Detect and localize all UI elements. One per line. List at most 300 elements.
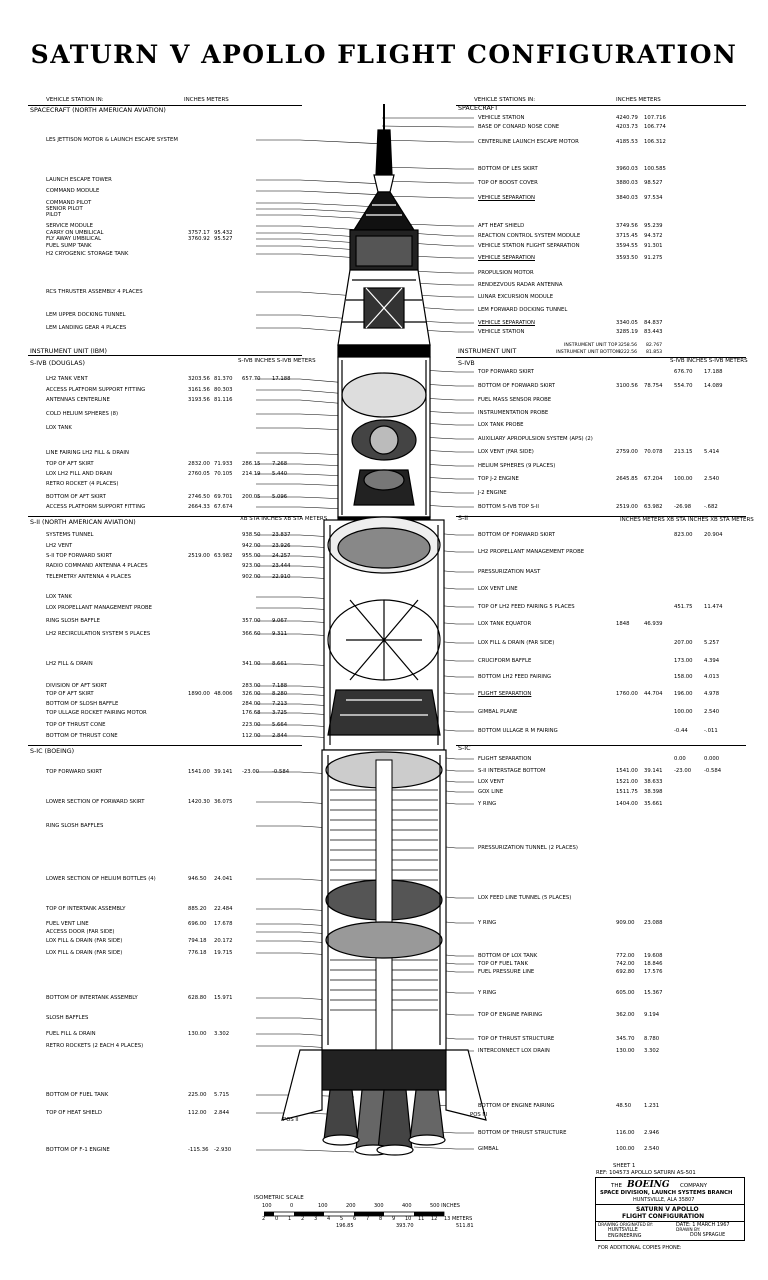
scale-tick-label: 8 bbox=[379, 1216, 383, 1222]
scale-tick-label: 511.81 bbox=[456, 1223, 474, 1229]
left-callout-value-b: 20.172 bbox=[214, 938, 233, 944]
right-callout-label: Y RING bbox=[478, 801, 497, 807]
scale-title: ISOMETRIC SCALE bbox=[254, 1195, 304, 1201]
right-callout-value-d: -.011 bbox=[704, 728, 718, 734]
left-callout-label: LOWER SECTION OF HELIUM BOTTLES (4) bbox=[46, 876, 156, 882]
left-callout-value-d: 5.664 bbox=[272, 722, 288, 728]
left-callout-value-b: 95.527 bbox=[214, 236, 233, 242]
right-callout-value-d: 4.013 bbox=[704, 674, 720, 680]
right-callout-label: FUEL MASS SENSOR PROBE bbox=[478, 397, 552, 403]
leader-line bbox=[300, 140, 386, 144]
left-callout-value-a: 2832.00 bbox=[188, 461, 210, 467]
right-callout-label: BOTTOM OF THRUST STRUCTURE bbox=[478, 1130, 567, 1136]
right-callout-value-c: 0.00 bbox=[674, 756, 686, 762]
left-callout-value-c: 902.00 bbox=[242, 574, 261, 580]
right-callout-label: VEHICLE STATION bbox=[478, 115, 525, 121]
left-callout-value-b: -2.930 bbox=[214, 1147, 232, 1153]
left-callout-label: COLD HELIUM SPHERES (8) bbox=[46, 411, 119, 417]
right-s4b-subheader: S-IVB INCHES S-IVB METERS bbox=[670, 358, 748, 364]
left-callout-value-a: 794.18 bbox=[188, 938, 207, 944]
left-section-s4b: S-IVB (DOUGLAS) bbox=[30, 360, 85, 367]
scale-tick-label: 100 bbox=[262, 1203, 272, 1209]
right-callout-value-a: 4185.53 bbox=[616, 139, 638, 145]
scale-tick-label: 2 bbox=[262, 1216, 266, 1222]
rocket-body bbox=[282, 104, 486, 1155]
left-callout-value-d: 23.837 bbox=[272, 532, 291, 538]
right-callout-label: LOX TANK PROBE bbox=[478, 422, 524, 428]
left-callout-label: RING SLOSH BAFFLES bbox=[46, 823, 104, 829]
right-callout-value-a: 3340.05 bbox=[616, 320, 638, 326]
drawn-by-value: DON SPRAGUE bbox=[690, 1233, 726, 1238]
left-callout-label: COMMAND MODULE bbox=[46, 188, 100, 194]
right-callout-label: BOTTOM LH2 FEED FAIRING bbox=[478, 674, 552, 680]
left-callout-label: LOX FILL & DRAIN (FAR SIDE) bbox=[46, 950, 123, 956]
scale-tick-label: 400 bbox=[402, 1203, 412, 1209]
right-callout-value-c: 823.00 bbox=[674, 532, 693, 538]
right-callout-value-b: 106.774 bbox=[644, 124, 666, 130]
left-callout-label: FUEL SUMP TANK bbox=[46, 243, 92, 249]
right-callout-value-b: 78.754 bbox=[644, 383, 663, 389]
left-callout-label: PILOT bbox=[46, 212, 61, 218]
division-name: SPACE DIVISION, LAUNCH SYSTEMS BRANCH bbox=[600, 1190, 733, 1196]
the-label: THE bbox=[611, 1183, 622, 1189]
left-callout-label: FUEL VENT LINE bbox=[46, 921, 89, 927]
right-callout-label: TOP OF ENGINE FAIRING bbox=[478, 1012, 543, 1018]
right-callout-value-d: -.682 bbox=[704, 504, 718, 510]
right-callout-label: AUXILIARY APROPULSION SYSTEM (APS) (2) bbox=[478, 436, 593, 442]
right-callout-value-c: 207.00 bbox=[674, 640, 693, 646]
left-callout-value-a: -115.36 bbox=[188, 1147, 209, 1153]
left-callout-value-c: 326.00 bbox=[242, 691, 261, 697]
right-callout-label: BOTTOM OF FORWARD SKIRT bbox=[478, 532, 556, 538]
left-callout-value-a: 1420.30 bbox=[188, 799, 210, 805]
right-callout-value-d: 4.978 bbox=[704, 691, 720, 697]
right-callout-label: Y RING bbox=[478, 920, 497, 926]
scale-tick-label: 12 bbox=[431, 1216, 438, 1222]
left-callout-label: TOP OF AFT SKIRT bbox=[46, 691, 94, 697]
right-callout-label: HELIUM SPHERES (9 PLACES) bbox=[478, 463, 556, 469]
right-callout-label: VEHICLE STATION bbox=[478, 329, 525, 335]
right-callout-value-b: 1.231 bbox=[644, 1103, 660, 1109]
right-callout-value-a: 1521.00 bbox=[616, 779, 638, 785]
left-callout-value-c: 284.00 bbox=[242, 701, 261, 707]
right-callout-label: S-II INTERSTAGE BOTTOM bbox=[478, 768, 546, 774]
left-callout-label: ACCESS PLATFORM SUPPORT FITTING bbox=[46, 387, 146, 393]
left-callout-value-d: 2.844 bbox=[272, 733, 288, 739]
right-callout-value-c: 676.70 bbox=[674, 369, 693, 375]
right-callout-value-c: -0.44 bbox=[674, 728, 688, 734]
left-s1c-rule bbox=[28, 745, 302, 746]
right-callout-value-a: 48.50 bbox=[616, 1103, 632, 1109]
right-callout-label: J-2 ENGINE bbox=[478, 490, 507, 496]
right-callout-value-a: 742.00 bbox=[616, 961, 635, 967]
left-header-rule bbox=[28, 105, 302, 106]
left-callout-label: RING SLOSH BAFFLE bbox=[46, 618, 100, 624]
right-callout-value-d: 0.000 bbox=[704, 756, 720, 762]
leader-line bbox=[385, 196, 456, 198]
right-callout-value-a: 1511.75 bbox=[616, 789, 638, 795]
right-callout-value-b: 100.585 bbox=[644, 166, 666, 172]
right-callout-label: LOX TANK EQUATOR bbox=[478, 621, 532, 627]
right-callout-label: FUEL PRESSURE LINE bbox=[478, 969, 535, 975]
right-callout-value-b: 97.534 bbox=[644, 195, 663, 201]
leader-line bbox=[382, 167, 456, 169]
right-callout-value-b: 19.608 bbox=[644, 953, 663, 959]
left-callout-value-a: 2664.33 bbox=[188, 504, 210, 510]
scale-tick-label: 4 bbox=[327, 1216, 331, 1222]
left-callout-label: RCS THRUSTER ASSEMBLY 4 PLACES bbox=[46, 289, 143, 295]
left-callout-label: ANTENNAS CENTERLINE bbox=[46, 397, 110, 403]
left-callout-label: RETRO ROCKETS (2 EACH 4 PLACES) bbox=[46, 1043, 144, 1049]
right-section-s4b: S-IVB bbox=[458, 360, 475, 367]
right-callout-label: TOP OF BOOST COVER bbox=[478, 180, 538, 186]
right-callout-label: LOX VENT bbox=[478, 779, 505, 785]
left-callout-value-b: 22.484 bbox=[214, 906, 233, 912]
left-callout-label: LH2 FILL & DRAIN bbox=[46, 661, 93, 667]
right-callout-label: LOX FILL & DRAIN (FAR SIDE) bbox=[478, 640, 555, 646]
left-callout-value-b: 48.006 bbox=[214, 691, 233, 697]
scale-tick-label: 7 bbox=[366, 1216, 370, 1222]
leader-line bbox=[300, 1150, 354, 1152]
right-callout-label: REACTION CONTROL SYSTEM MODULE bbox=[478, 233, 581, 239]
left-callout-label: TOP OF HEAT SHIELD bbox=[46, 1110, 102, 1116]
pos-iii-label: POS III bbox=[470, 1112, 488, 1118]
right-callout-value-c: 173.00 bbox=[674, 658, 693, 664]
right-callout-value-a: 345.70 bbox=[616, 1036, 635, 1042]
left-callout-label: FLY AWAY UMBILICAL bbox=[46, 236, 102, 242]
left-callout-label: LOX FILL & DRAIN (FAR SIDE) bbox=[46, 938, 123, 944]
left-callout-label: LOX PROPELLANT MANAGEMENT PROBE bbox=[46, 605, 152, 611]
left-callout-value-a: 885.20 bbox=[188, 906, 207, 912]
right-callout-value-a: 2759.00 bbox=[616, 449, 638, 455]
right-callout-value-a: 3594.55 bbox=[616, 243, 638, 249]
leader-line bbox=[382, 140, 456, 142]
left-callout-label: SERVICE MODULE bbox=[46, 223, 94, 229]
leader-line bbox=[300, 180, 386, 184]
left-callout-label: RETRO ROCKET (4 PLACES) bbox=[46, 481, 119, 487]
left-callout-label: LINE FAIRING LH2 FILL & DRAIN bbox=[46, 450, 129, 456]
right-callout-value-a: 130.00 bbox=[616, 1048, 635, 1054]
left-callout-label: LOX TANK bbox=[46, 594, 72, 600]
left-callout-value-d: 8.280 bbox=[272, 691, 288, 697]
right-callout-value-a: 1760.00 bbox=[616, 691, 638, 697]
left-callout-label: LH2 TANK VENT bbox=[46, 376, 88, 382]
left-callout-value-d: 8.661 bbox=[272, 661, 288, 667]
right-callout-value-b: 23.088 bbox=[644, 920, 663, 926]
left-callout-value-b: 5.715 bbox=[214, 1092, 230, 1098]
scale-tick-label: 3 bbox=[314, 1216, 318, 1222]
leader-line bbox=[300, 209, 376, 213]
left-callout-value-c: 341.00 bbox=[242, 661, 261, 667]
scale-tick-label: 13 METERS bbox=[444, 1216, 473, 1222]
left-callout-label: LOX TANK bbox=[46, 425, 72, 431]
right-callout-value-b: 9.194 bbox=[644, 1012, 660, 1018]
left-callout-value-c: 942.00 bbox=[242, 543, 261, 549]
left-iu-rule bbox=[28, 355, 302, 356]
left-callout-value-c: 286.15 bbox=[242, 461, 261, 467]
right-header-rule bbox=[456, 105, 746, 106]
left-callout-label: ACCESS DOOR (FAR SIDE) bbox=[46, 929, 115, 935]
right-callout-label: FLIGHT SEPARATION bbox=[478, 756, 532, 762]
right-callout-value-a: 3960.03 bbox=[616, 166, 638, 172]
left-callout-value-c: 200.05 bbox=[242, 494, 261, 500]
right-callout-value-a: 3880.03 bbox=[616, 180, 638, 186]
left-callout-value-b: 19.715 bbox=[214, 950, 233, 956]
right-callout-value-b: 63.982 bbox=[644, 504, 663, 510]
right-callout-label: Y RING bbox=[478, 990, 497, 996]
left-callout-value-d: 17.188 bbox=[272, 376, 291, 382]
right-callout-value-a: 116.00 bbox=[616, 1130, 635, 1136]
left-callout-value-d: 7.213 bbox=[272, 701, 288, 707]
right-callout-value-b: 70.078 bbox=[644, 449, 663, 455]
right-section-iu: INSTRUMENT UNIT bbox=[458, 348, 517, 355]
left-callout-label: LES JETTISON MOTOR & LAUNCH ESCAPE SYSTEM bbox=[46, 137, 178, 143]
right-callout-label: VEHICLE SEPARATION bbox=[478, 255, 535, 261]
right-callout-value-a: 3100.56 bbox=[616, 383, 638, 389]
right-callout-value-d: 2.540 bbox=[704, 476, 720, 482]
right-callout-value-b: 84.837 bbox=[644, 320, 663, 326]
right-callout-value-c: -26.98 bbox=[674, 504, 692, 510]
right-callout-label: INTERCONNECT LOX DRAIN bbox=[478, 1048, 550, 1054]
left-callout-label: LEM LANDING GEAR 4 PLACES bbox=[46, 325, 127, 331]
scale-tick-label: 100 bbox=[318, 1203, 328, 1209]
left-callout-value-c: 357.00 bbox=[242, 618, 261, 624]
left-callout-value-b: 39.141 bbox=[214, 769, 233, 775]
right-callout-value-d: 14.089 bbox=[704, 383, 723, 389]
right-callout-label: PROPULSION MOTOR bbox=[478, 270, 534, 276]
iu-top-meters: 82.767 bbox=[646, 343, 663, 348]
left-callout-label: FUEL FILL & DRAIN bbox=[46, 1031, 96, 1037]
right-callout-value-b: 8.780 bbox=[644, 1036, 660, 1042]
left-callout-label: TOP OF AFT SKIRT bbox=[46, 461, 94, 467]
right-callout-label: TOP OF FUEL TANK bbox=[478, 961, 528, 967]
right-callout-value-a: 100.00 bbox=[616, 1146, 635, 1152]
left-callout-value-d: 24.257 bbox=[272, 553, 291, 559]
right-callout-value-b: 39.141 bbox=[644, 768, 663, 774]
left-callout-label: DIVISION OF AFT SKIRT bbox=[46, 683, 107, 689]
right-callout-value-b: 35.661 bbox=[644, 801, 663, 807]
left-callout-value-d: 9.311 bbox=[272, 631, 288, 637]
right-callout-label: CRUCIFORM BAFFLE bbox=[478, 658, 532, 664]
right-callout-value-b: 3.302 bbox=[644, 1048, 660, 1054]
left-callout-value-b: 80.303 bbox=[214, 387, 233, 393]
right-callout-value-a: 3715.45 bbox=[616, 233, 638, 239]
left-callout-value-d: 5.096 bbox=[272, 494, 288, 500]
company-label: COMPANY bbox=[680, 1183, 708, 1189]
left-section-iu: INSTRUMENT UNIT (IBM) bbox=[30, 348, 107, 355]
left-callout-value-b: 3.302 bbox=[214, 1031, 230, 1037]
right-callout-value-c: 100.00 bbox=[674, 476, 693, 482]
left-callout-value-d: 23.926 bbox=[272, 543, 291, 549]
right-callout-value-d: 2.540 bbox=[704, 709, 720, 715]
right-callout-value-d: 20.904 bbox=[704, 532, 723, 538]
left-callout-label: SENIOR PILOT bbox=[46, 206, 83, 212]
right-callout-label: VEHICLE SEPARATION bbox=[478, 320, 535, 326]
leader-line bbox=[300, 191, 386, 195]
left-callout-value-a: 2760.05 bbox=[188, 471, 210, 477]
right-callout-value-c: 213.15 bbox=[674, 449, 693, 455]
right-callout-label: PRESSURIZATION MAST bbox=[478, 569, 541, 575]
right-callout-value-a: 362.00 bbox=[616, 1012, 635, 1018]
left-callout-label: LEM UPPER DOCKING TUNNEL bbox=[46, 312, 126, 318]
scale-bar bbox=[264, 1210, 454, 1222]
left-callout-value-c: 923.00 bbox=[242, 563, 261, 569]
right-callout-value-c: 451.75 bbox=[674, 604, 693, 610]
left-callout-value-c: -23.00 bbox=[242, 769, 260, 775]
right-callout-value-c: 196.00 bbox=[674, 691, 693, 697]
right-callout-value-c: 158.00 bbox=[674, 674, 693, 680]
right-callout-value-b: 67.204 bbox=[644, 476, 663, 482]
scale-tick-label: 5 bbox=[340, 1216, 344, 1222]
scale-tick-label: 2 bbox=[301, 1216, 305, 1222]
left-callout-value-a: 2519.00 bbox=[188, 553, 210, 559]
left-callout-value-d: 7.188 bbox=[272, 683, 288, 689]
right-section-s1c: S-IC bbox=[458, 745, 471, 752]
right-callout-value-a: 3840.03 bbox=[616, 195, 638, 201]
right-callout-value-a: 2645.85 bbox=[616, 476, 638, 482]
left-callout-label: TOP FORWARD SKIRT bbox=[46, 769, 102, 775]
right-callout-value-d: 5.414 bbox=[704, 449, 720, 455]
left-callout-value-c: 223.00 bbox=[242, 722, 261, 728]
left-callout-value-a: 3161.56 bbox=[188, 387, 210, 393]
left-callout-value-b: 71.933 bbox=[214, 461, 233, 467]
right-callout-label: LOX VENT LINE bbox=[478, 586, 518, 592]
right-callout-value-b: 2.946 bbox=[644, 1130, 660, 1136]
right-callout-value-b: 46.939 bbox=[644, 621, 663, 627]
left-callout-value-d: 5.440 bbox=[272, 471, 288, 477]
right-callout-label: GIMBAL bbox=[478, 1146, 499, 1152]
left-callout-value-b: 15.971 bbox=[214, 995, 233, 1001]
leader-line bbox=[300, 203, 380, 207]
left-section-spacecraft: SPACECRAFT (NORTH AMERICAN AVIATION) bbox=[30, 107, 166, 114]
left-s4b-subheader: S-IVB INCHES S-IVB METERS bbox=[238, 358, 316, 364]
left-callout-label: LOWER SECTION OF FORWARD SKIRT bbox=[46, 799, 145, 805]
scale-tick-label: 0 bbox=[290, 1203, 294, 1209]
right-callout-value-b: 98.527 bbox=[644, 180, 663, 186]
left-callout-value-d: -0.584 bbox=[272, 769, 290, 775]
left-callout-label: BOTTOM OF SLOSH BAFFLE bbox=[46, 701, 119, 707]
right-callout-value-a: 605.00 bbox=[616, 990, 635, 996]
left-callout-label: TELEMETRY ANTENNA 4 PLACES bbox=[46, 574, 131, 580]
left-callout-value-a: 112.00 bbox=[188, 1110, 207, 1116]
left-callout-value-d: 9.067 bbox=[272, 618, 288, 624]
left-callout-label: BOTTOM OF INTERTANK ASSEMBLY bbox=[46, 995, 138, 1001]
right-callout-value-b: 44.704 bbox=[644, 691, 663, 697]
left-callout-value-c: 657.70 bbox=[242, 376, 261, 382]
left-callout-label: TOP ULLAGE ROCKET FAIRING MOTOR bbox=[46, 710, 147, 716]
scale-tick-label: 10 bbox=[405, 1216, 412, 1222]
right-callout-value-b: 15.367 bbox=[644, 990, 663, 996]
right-callout-value-a: 3593.50 bbox=[616, 255, 638, 261]
left-callout-value-b: 69.701 bbox=[214, 494, 233, 500]
left-header-label: VEHICLE STATION IN: bbox=[46, 97, 104, 103]
iu-top-inches: 3258.56 bbox=[618, 343, 637, 348]
title-block-rule-1 bbox=[595, 1204, 744, 1205]
left-callout-label: TOP OF INTERTANK ASSEMBLY bbox=[46, 906, 126, 912]
right-callout-value-a: 1848 bbox=[616, 621, 630, 627]
right-callout-label: LOX FEED LINE TUNNEL (5 PLACES) bbox=[478, 895, 572, 901]
right-callout-label: AFT HEAT SHIELD bbox=[478, 223, 525, 229]
right-callout-label: BOTTOM OF LOX TANK bbox=[478, 953, 538, 959]
right-callout-value-d: 17.188 bbox=[704, 369, 723, 375]
right-callout-label: BOTTOM OF ENGINE FAIRING bbox=[478, 1103, 555, 1109]
left-callout-value-d: 22.910 bbox=[272, 574, 291, 580]
left-callout-label: BOTTOM OF FUEL TANK bbox=[46, 1092, 109, 1098]
left-callout-value-c: 112.00 bbox=[242, 733, 261, 739]
left-callout-value-c: 283.00 bbox=[242, 683, 261, 689]
leader-line bbox=[300, 226, 363, 230]
right-callout-value-a: 2519.00 bbox=[616, 504, 638, 510]
right-callout-label: TOP FORWARD SKIRT bbox=[478, 369, 534, 375]
leader-line bbox=[300, 215, 371, 219]
left-callout-value-b: 81.116 bbox=[214, 397, 233, 403]
scale-tick-label: 196.85 bbox=[336, 1223, 354, 1229]
leader-line bbox=[406, 224, 456, 226]
scale-tick-label: 6 bbox=[353, 1216, 357, 1222]
right-callout-label: BOTTOM S-IVB TOP S-II bbox=[478, 504, 539, 510]
left-callout-value-c: 214.19 bbox=[242, 471, 261, 477]
leader-line bbox=[414, 1147, 456, 1149]
right-callout-label: RENDEZVOUS RADAR ANTENNA bbox=[478, 282, 563, 288]
additional-copies: FOR ADDITIONAL COPIES PHONE: bbox=[598, 1245, 682, 1251]
left-callout-value-a: 628.80 bbox=[188, 995, 207, 1001]
left-callout-value-a: 3757.17 bbox=[188, 230, 210, 236]
right-callout-label: BOTTOM ULLAGE R M FAIRING bbox=[478, 728, 558, 734]
left-callout-value-a: 946.50 bbox=[188, 876, 207, 882]
right-callout-label: VEHICLE STATION FLIGHT SEPARATION bbox=[478, 243, 580, 249]
left-callout-label: ACCESS PLATFORM SUPPORT FITTING bbox=[46, 504, 146, 510]
right-callout-value-c: 100.00 bbox=[674, 709, 693, 715]
right-s2-subheader: INCHES METERS XB STA INCHES XB STA METERS bbox=[620, 517, 754, 523]
right-callout-value-a: 772.00 bbox=[616, 953, 635, 959]
left-callout-value-b: 17.678 bbox=[214, 921, 233, 927]
left-callout-value-a: 696.00 bbox=[188, 921, 207, 927]
right-callout-value-b: 18.846 bbox=[644, 961, 663, 967]
right-s1c-rule bbox=[456, 745, 746, 746]
drawn-by-label: DRAWN BY: bbox=[676, 1228, 701, 1233]
scale-tick-label: 1 bbox=[288, 1216, 292, 1222]
right-callout-value-b: 106.312 bbox=[644, 139, 666, 145]
right-callout-value-b: 38.398 bbox=[644, 789, 663, 795]
right-callout-value-b: 94.372 bbox=[644, 233, 663, 239]
iu-bottom-inches: 3222.56 bbox=[618, 350, 637, 355]
left-callout-value-b: 67.674 bbox=[214, 504, 233, 510]
left-section-s1c: S-IC (BOEING) bbox=[30, 748, 75, 755]
left-callout-label: SLOSH BAFFLES bbox=[46, 1015, 89, 1021]
right-callout-value-a: 1404.00 bbox=[616, 801, 638, 807]
iu-bottom-label: INSTRUMENT UNIT BOTTOM bbox=[556, 350, 620, 355]
left-callout-value-c: 176.68 bbox=[242, 710, 261, 716]
scale-tick-label: 500 INCHES bbox=[430, 1203, 460, 1209]
left-callout-value-a: 1541.00 bbox=[188, 769, 210, 775]
left-callout-label: RADIO COMMAND ANTENNA 4 PLACES bbox=[46, 563, 148, 569]
right-callout-value-b: 17.576 bbox=[644, 969, 663, 975]
right-callout-value-a: 909.00 bbox=[616, 920, 635, 926]
left-callout-value-b: 2.844 bbox=[214, 1110, 230, 1116]
right-callout-label: GIMBAL PLANE bbox=[478, 709, 518, 715]
left-callout-label: CARRY ON UMBILICAL bbox=[46, 230, 104, 236]
scale-tick-label: 393.70 bbox=[396, 1223, 414, 1229]
right-callout-value-b: 83.443 bbox=[644, 329, 663, 335]
iu-bottom-meters: 81.853 bbox=[646, 350, 663, 355]
left-callout-value-a: 776.18 bbox=[188, 950, 207, 956]
division-city: HUNTSVILLE, ALA 35807 bbox=[633, 1197, 695, 1203]
right-callout-label: GOX LINE bbox=[478, 789, 504, 795]
right-callout-value-a: 692.80 bbox=[616, 969, 635, 975]
scale-tick-label: 200 bbox=[346, 1203, 356, 1209]
right-callout-value-a: 3749.56 bbox=[616, 223, 638, 229]
right-callout-value-a: 4240.79 bbox=[616, 115, 638, 121]
